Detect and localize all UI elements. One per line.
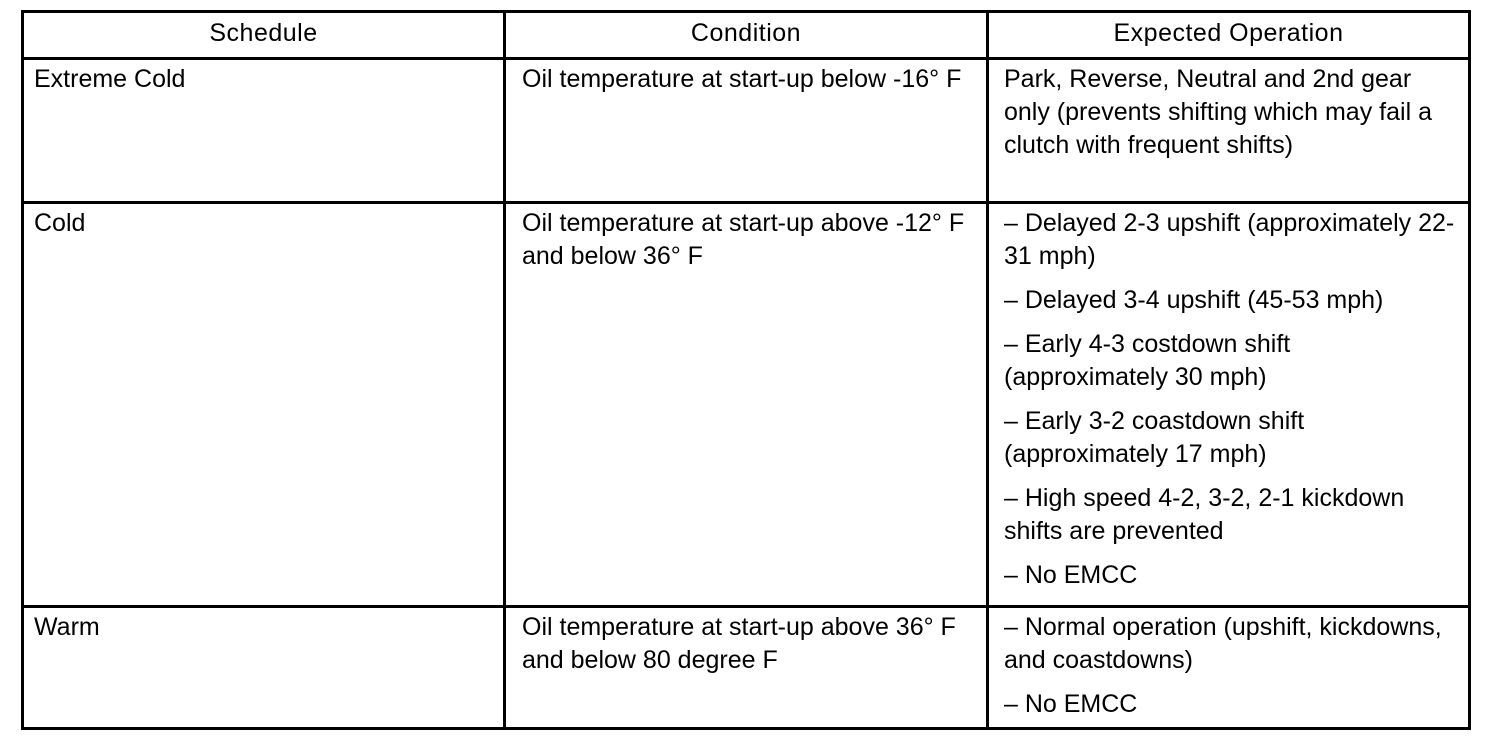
operation-cell: [988, 203, 1470, 607]
table-row: [23, 203, 1470, 607]
condition-text: Oil temperature at start-up above 36° F and below 80 degree F: [522, 613, 956, 674]
schedule-table-container: [21, 10, 1468, 721]
operation-item: – No EMCC: [1004, 561, 1138, 589]
operation-item: – Early 4-3 costdown shift (approximately 30 mph): [1004, 330, 1291, 391]
condition-cell: [505, 203, 988, 607]
operation-item: – Delayed 2-3 upshift (approximately 22-31 mph): [1004, 209, 1455, 270]
condition-cell: [505, 59, 988, 203]
condition-text: Oil temperature at start-up below -16° F: [522, 65, 962, 93]
schedule-name: Cold: [34, 209, 86, 237]
operation-item: – Normal operation (upshift, kickdowns, and coastdowns): [1004, 613, 1442, 674]
header-expected-operation: Expected Operation: [988, 12, 1470, 59]
operation-cell: [988, 59, 1470, 203]
table-row: [23, 607, 1470, 729]
schedule-name: Extreme Cold: [34, 65, 186, 93]
schedule-cell: [23, 607, 505, 729]
operation-item: – No EMCC: [1004, 690, 1138, 718]
operation-cell: [988, 607, 1470, 729]
schedule-cell: [23, 203, 505, 607]
operation-item: – Delayed 3-4 upshift (45-53 mph): [1004, 286, 1384, 314]
table-header-row: [23, 12, 1470, 59]
header-schedule: Schedule: [23, 12, 505, 59]
schedule-cell: [23, 59, 505, 203]
schedule-name: Warm: [34, 613, 100, 641]
condition-cell: [505, 607, 988, 729]
shift-schedule-table: [21, 10, 1471, 730]
table-row: [23, 59, 1470, 203]
operation-item: – Early 3-2 coastdown shift (approximately 17 mph): [1004, 407, 1305, 468]
operation-text: Park, Reverse, Neutral and 2nd gear only (prevents shifting which may fail a clutch with frequent shifts): [1004, 65, 1432, 159]
operation-item: – High speed 4-2, 3-2, 2-1 kickdown shifts are prevented: [1004, 484, 1405, 545]
header-condition: Condition: [505, 12, 988, 59]
condition-text: Oil temperature at start-up above -12° F and below 36° F: [522, 209, 965, 270]
